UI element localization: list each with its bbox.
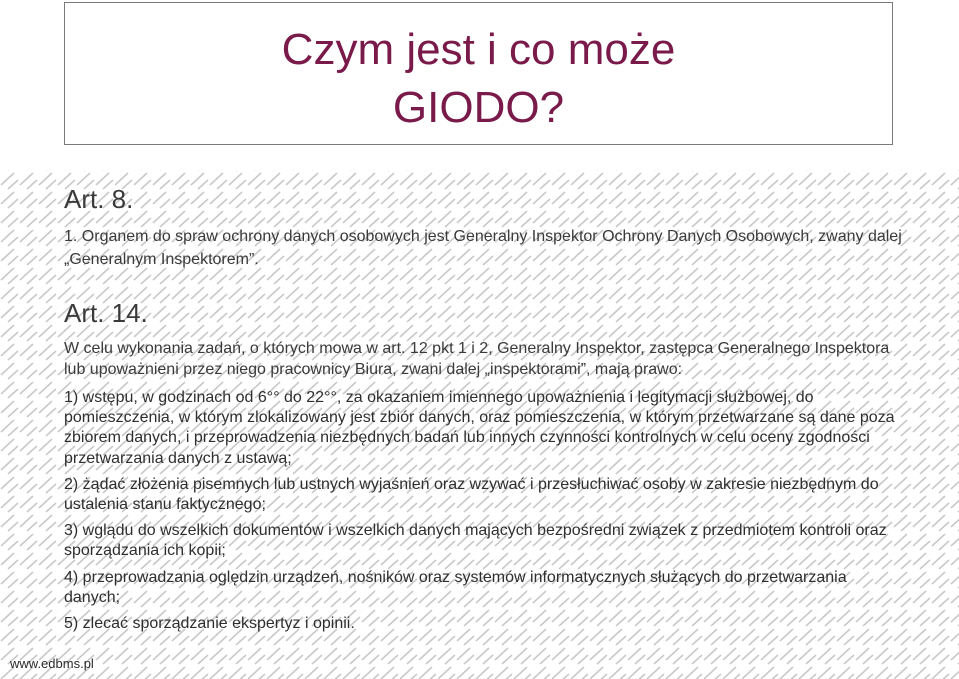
art14-item-2: 2) żądać złożenia pisemnych lub ustnych wyjaśnień oraz wzywać i przesłuchiwać osoby w zakresie niezbędnym do ustalenia stanu faktycznego; bbox=[64, 475, 879, 514]
art14-heading: Art. 14. bbox=[64, 298, 148, 328]
title-box bbox=[64, 2, 893, 145]
art8-text: 1. Organem do spraw ochrony danych osobowych jest Generalny Inspektor Ochrony Danych Osobowych, zwany dalej „Generalnym Inspektorem”. bbox=[64, 228, 902, 268]
art14-intro: W celu wykonania zadań, o których mowa w art. 12 pkt 1 i 2, Generalny Inspektor, zastępca Generalnego Inspektora lub upoważnieni przez niego pracownicy Biura, zwani dalej „inspektorami”, mają prawo: bbox=[64, 340, 890, 378]
art8-heading: Art. 8. bbox=[64, 184, 134, 214]
title-line-1: Czym jest i co może bbox=[281, 25, 676, 74]
art14-item-4: 4) przeprowadzania oględzin urządzeń, nośników oraz systemów informatycznych służących do przetwarzania danych; bbox=[64, 568, 847, 606]
art14-item-3: 3) wglądu do wszelkich dokumentów i wszelkich danych mających bezpośredni związek z przedmiotem kontroli oraz sporządzania ich kopii; bbox=[64, 522, 887, 560]
footer-url: www.edbms.pl bbox=[10, 656, 94, 671]
art14-item-1: 1) wstępu, w godzinach od 6°° do 22°°, za okazaniem imiennego upoważnienia i legitymacji służbowej, do pomieszczenia, w którym zlokalizowany jest zbiór danych, oraz pomieszczenia, w którym przetwarzane są dane poza zbiorem danych, i przeprowadzenia niezbędnych badań lub innych czynności kontrolnych w celu oceny zgodności przetwarzania danych z ustawą; bbox=[64, 389, 895, 467]
slide-content bbox=[64, 183, 904, 640]
title-line-2: GIODO? bbox=[392, 83, 565, 132]
slide-title bbox=[65, 3, 892, 137]
art14-item-5: 5) zlecać sporządzanie ekspertyz i opinii. bbox=[64, 615, 355, 633]
